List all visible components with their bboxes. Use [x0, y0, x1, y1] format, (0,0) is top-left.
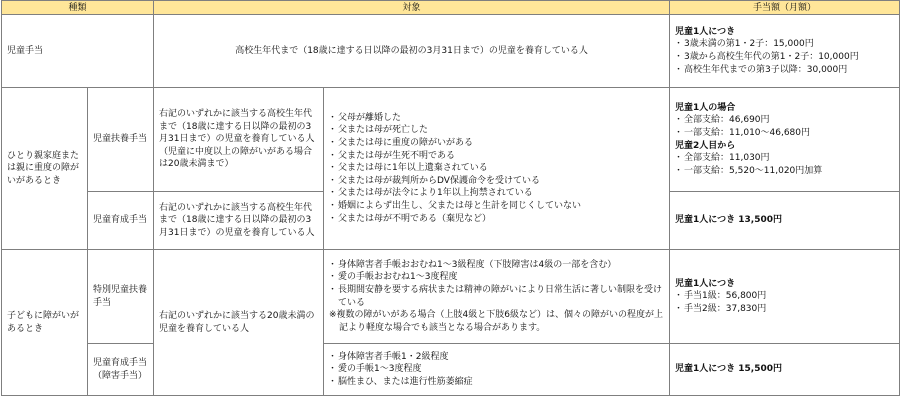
amount-item: ・ 高校生年代までの第3子以降：30,000円 [675, 64, 894, 77]
amount-item: ・ 全部支給：46,690円 [675, 114, 894, 127]
header-type: 種類 [2, 1, 154, 15]
header-target: 対象 [154, 1, 670, 15]
type-disability-rearing: 児童育成手当（障害手当） [88, 344, 154, 396]
amount-item: ・ 一部支給：11,010～46,680円 [675, 127, 894, 140]
amount-heading: 児童2人目から [675, 140, 736, 151]
condition-item: ・ 脳性まひ、または進行性筋萎縮症 [329, 376, 664, 389]
amount-list [675, 152, 894, 177]
condition-list [329, 351, 664, 389]
amount-special-child [670, 250, 900, 344]
condition-item: ・ 父または母が法令により1年以上拘禁されている [329, 187, 664, 200]
header-amount: 手当額（月額） [670, 1, 900, 15]
target-child-rearing: 右記のいずれかに該当する高校生年代まで（18歳に達する日以降の最初の3月31日まで）の児童を養育している人 [154, 192, 324, 250]
amount-list [675, 290, 894, 315]
target-child-allowance: 高校生年代まで（18歳に達する日以降の最初の3月31日まで）の児童を養育している人 [154, 15, 670, 88]
amount-list [675, 38, 894, 76]
table-row-special-child [2, 250, 900, 344]
condition-item: ・ 身体障害者手帳おおむね1～3級程度（下肢障害は4級の一部を含む） [329, 259, 664, 272]
conditions-disability-rearing [324, 344, 670, 396]
amount-heading: 児童1人につき [675, 26, 736, 37]
condition-item: ・ 父または母に重度の障がいがある [329, 137, 664, 150]
amount-item: ・ 手当2級：37,830円 [675, 303, 894, 316]
type-child-rearing: 児童育成手当 [88, 192, 154, 250]
amount-disability-rearing [670, 344, 900, 396]
amount-child-support [670, 88, 900, 192]
table-row-child-allowance [2, 15, 900, 88]
amount-item: ・ 3歳から高校生年代の第1・2子：10,000円 [675, 51, 894, 64]
target-disability: 右記のいずれかに該当する20歳未満の児童を養育している人 [154, 250, 324, 396]
type-special-child: 特別児童扶養手当 [88, 250, 154, 344]
condition-item: ・ 父または母が死亡した [329, 124, 664, 137]
amount-item: ・ 全部支給：11,030円 [675, 152, 894, 165]
type-child-support: 児童扶養手当 [88, 88, 154, 192]
condition-list [329, 112, 664, 225]
table-header-row [2, 1, 900, 15]
condition-item: ・ 身体障害者手帳1・2級程度 [329, 351, 664, 364]
condition-item: ・ 父または母に1年以上遺棄されている [329, 162, 664, 175]
condition-item: ・ 父または母が裁判所からDV保護命令を受けている [329, 175, 664, 188]
conditions-single-parent [324, 88, 670, 250]
condition-item: ・ 愛の手帳1～3度程度 [329, 363, 664, 376]
condition-note: ※複数の障がいがある場合（上肢4級と下肢6級など）は、個々の障がいの程度が上記より軽度な場合でも該当となる場合があります。 [329, 310, 664, 333]
condition-item: ・ 父または母が生死不明である [329, 150, 664, 163]
amount-value: 児童1人につき 15,500円 [675, 364, 782, 375]
target-child-support: 右記のいずれかに該当する高校生年代まで（18歳に達する日以降の最初の3月31日まで）の児童を養育している人（児童に中度以上の障がいがある場合は20歳未満まで） [154, 88, 324, 192]
amount-value: 児童1人につき 13,500円 [675, 215, 782, 226]
group-single-parent-label: ひとり親家庭または親に重度の障がいがあるとき [2, 88, 88, 250]
condition-list [329, 259, 664, 309]
condition-item: ・ 婚姻によらず出生し、父または母と生計を同じくしていない [329, 200, 664, 213]
condition-item: ・ 父または母が不明である（棄児など） [329, 213, 664, 226]
amount-heading: 児童1人につき [675, 278, 736, 289]
amount-child-allowance [670, 15, 900, 88]
table-row-disability-rearing [2, 344, 900, 396]
amount-list [675, 114, 894, 139]
amount-item: ・ 一部支給：5,520～11,020円加算 [675, 165, 894, 178]
amount-heading: 児童1人の場合 [675, 102, 736, 113]
amount-item: ・ 手当1級：56,800円 [675, 290, 894, 303]
conditions-special-child [324, 250, 670, 344]
type-child-allowance: 児童手当 [2, 15, 154, 88]
condition-item: ・ 長期間安静を要する病状または精神の障がいにより日常生活に著しい制限を受けている [329, 284, 664, 309]
condition-item: ・ 愛の手帳おおむね1～3度程度 [329, 271, 664, 284]
amount-child-rearing [670, 192, 900, 250]
group-disability-label: 子どもに障がいがあるとき [2, 250, 88, 396]
allowance-table [1, 0, 900, 396]
condition-item: ・ 父母が離婚した [329, 112, 664, 125]
table-row-child-support [2, 88, 900, 192]
amount-item: ・ 3歳未満の第1・2子：15,000円 [675, 38, 894, 51]
